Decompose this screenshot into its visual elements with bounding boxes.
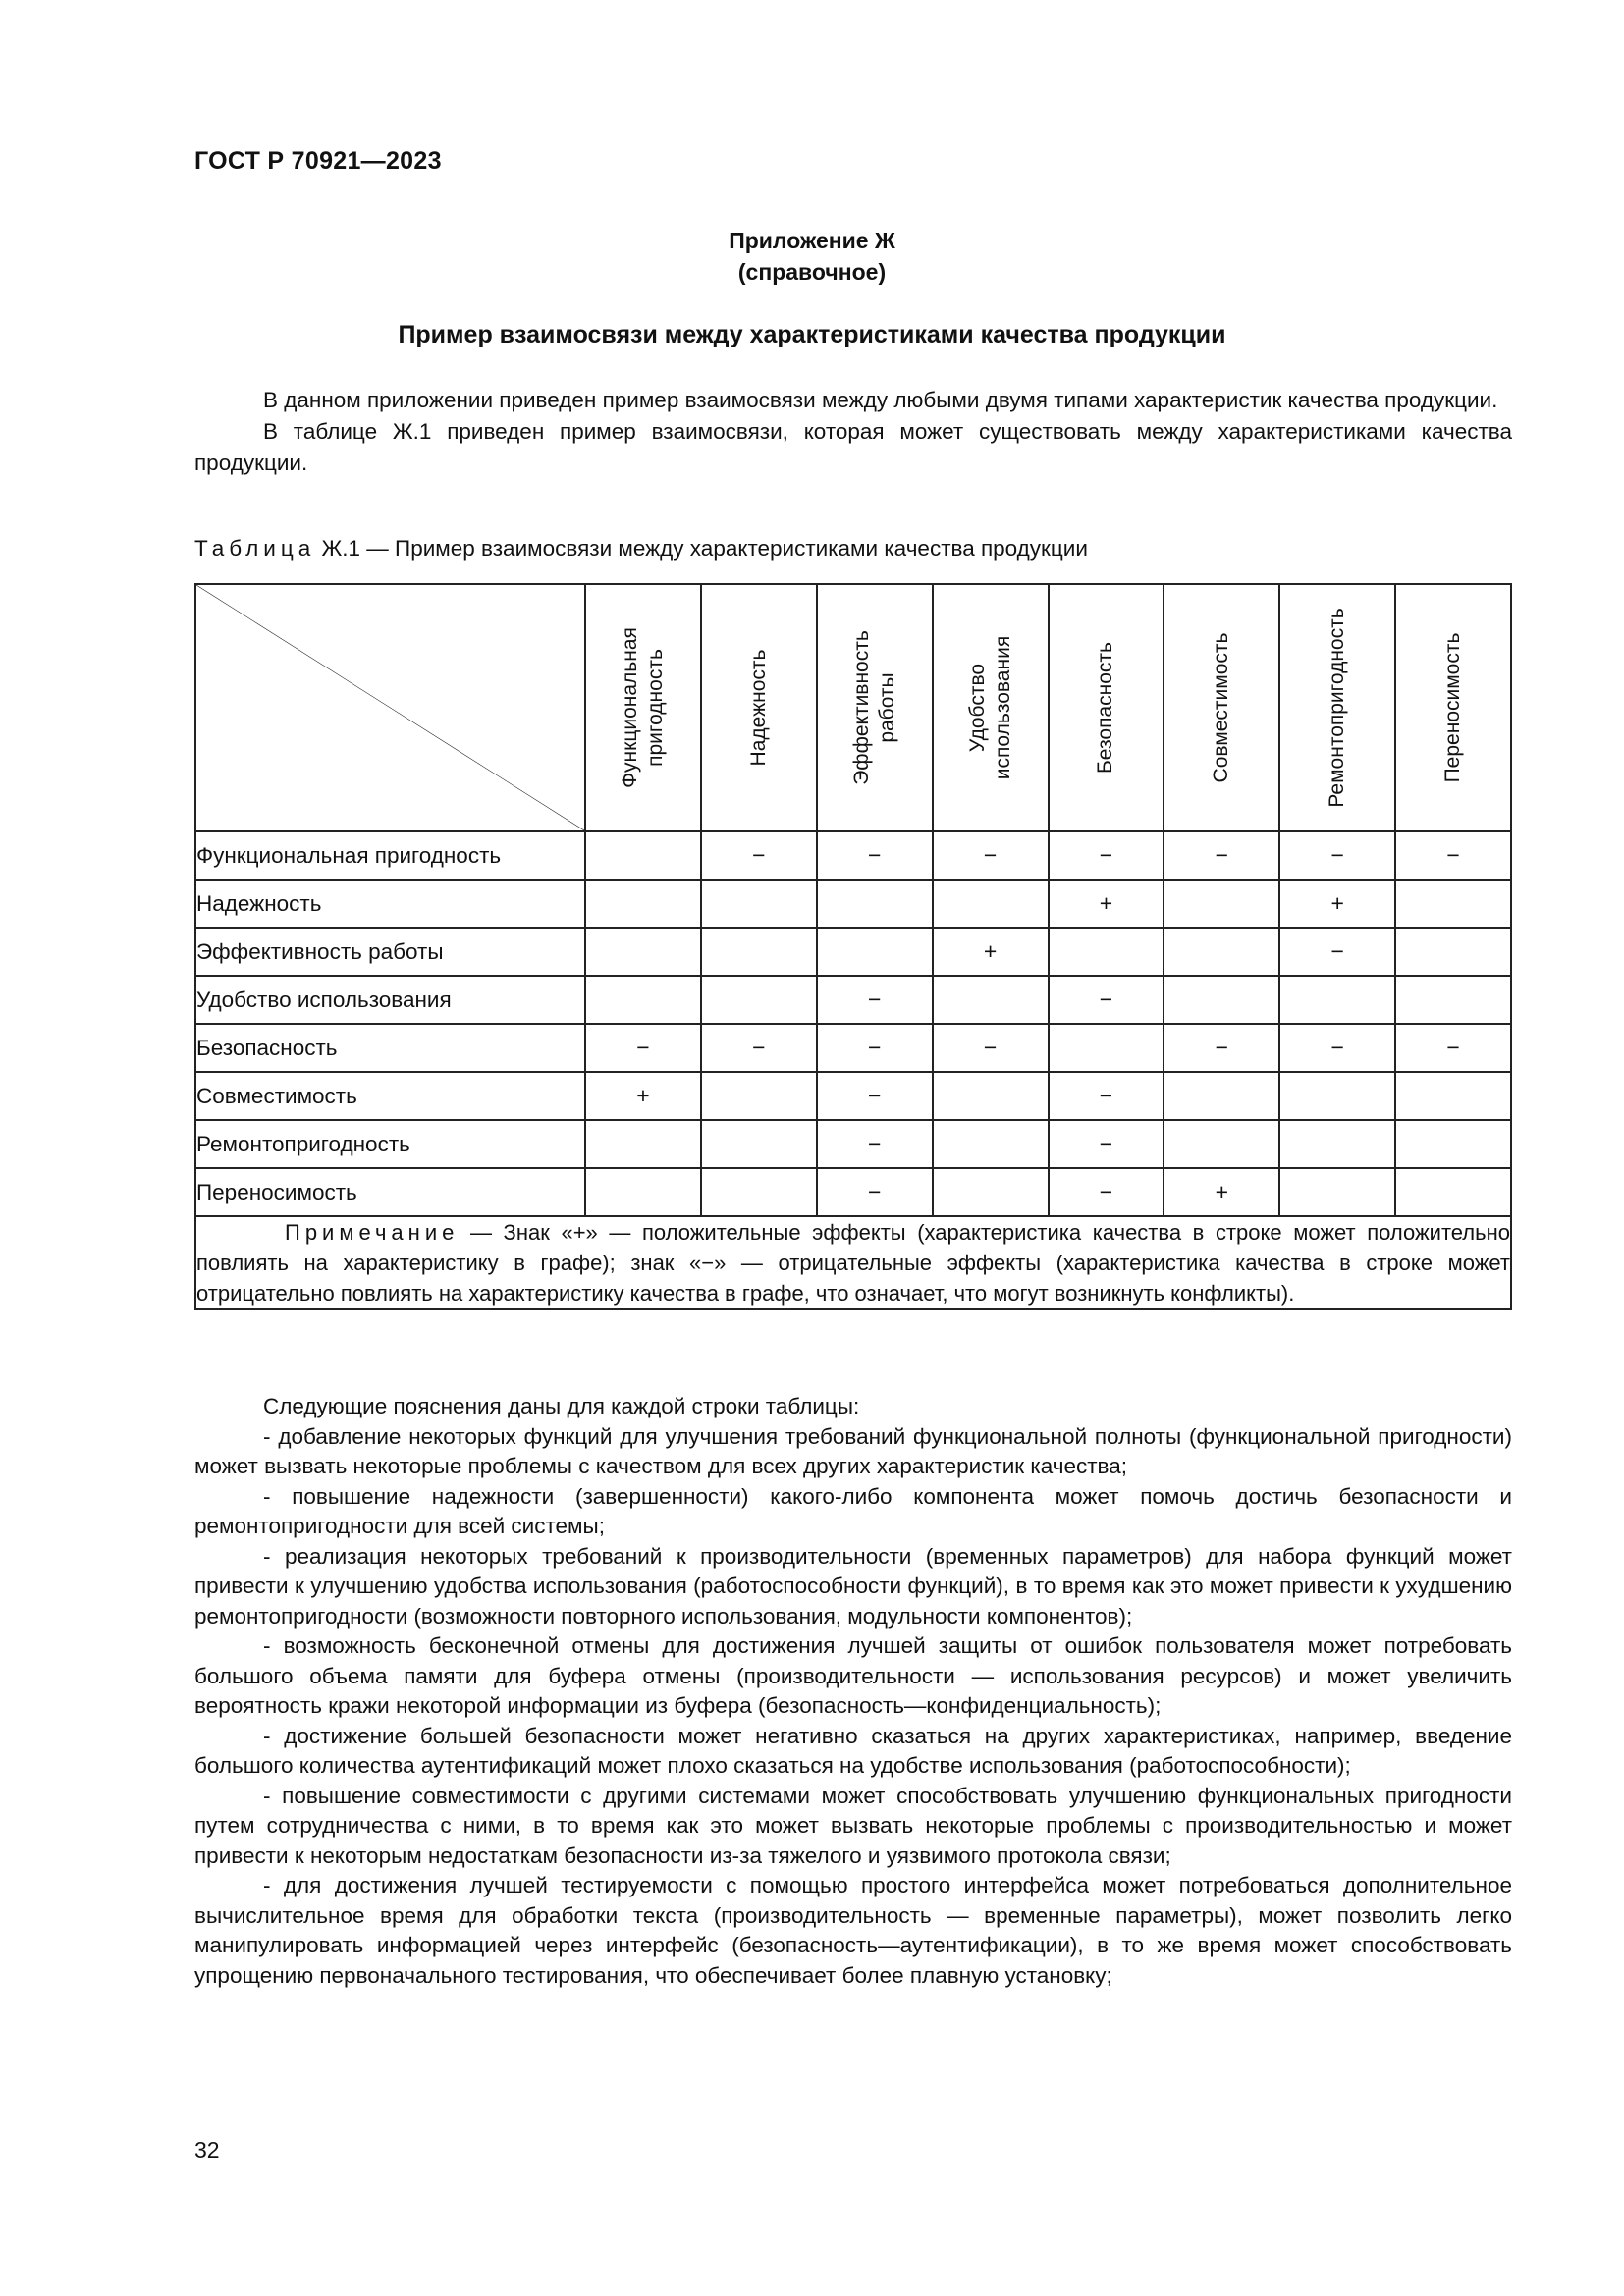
table-corner-cell	[195, 584, 585, 831]
table-cell	[585, 880, 701, 928]
row-explanations	[194, 1392, 1512, 1991]
row-label: Надежность	[195, 880, 585, 928]
table-cell: −	[933, 831, 1049, 880]
table-row	[195, 1024, 1511, 1072]
table-cell: −	[817, 976, 933, 1024]
table-cell	[585, 1168, 701, 1216]
note-text: — Знак «+» — положительные эффекты (характеристика качества в строке может положительно повлиять на характеристику в графе); знак «−» — отрицательные эффекты (характеристика качества в строке может отрицательно повлиять на характеристику качества в графе, что означает, что могут возникнуть конфликты).	[196, 1220, 1510, 1306]
row-label: Совместимость	[195, 1072, 585, 1120]
column-header	[1395, 584, 1511, 831]
table-cell	[1164, 928, 1279, 976]
table-cell	[701, 1168, 817, 1216]
explanation-paragraph: - достижение большей безопасности может негативно сказаться на других характеристиках, например, введение большого количества аутентификаций может плохо сказаться на удобстве использования (работоспособности);	[194, 1723, 1512, 1778]
table-cell: −	[817, 1072, 933, 1120]
table-cell: −	[817, 831, 933, 880]
column-header-label: Переносимость	[1441, 632, 1465, 783]
column-header	[1279, 584, 1395, 831]
table-cell	[585, 1120, 701, 1168]
document-code: ГОСТ Р 70921—2023	[194, 147, 442, 175]
table-cell	[1395, 976, 1511, 1024]
column-header-label: Надежность	[746, 649, 770, 767]
table-cell	[1395, 928, 1511, 976]
intro-paragraph: В данном приложении приведен пример взаимосвязи между любыми двумя типами характеристик качества продукции.	[263, 388, 1498, 412]
table-row	[195, 831, 1511, 880]
table-cell	[1164, 1072, 1279, 1120]
table-row	[195, 1168, 1511, 1216]
column-header	[701, 584, 817, 831]
explanation-paragraph: - повышение совместимости с другими системами может способствовать улучшению функциональных пригодности путем сотрудничества с ними, в то время как это может вызвать некоторые проблемы с производительностью и может привести к некоторым недостаткам безопасности из-за тяжелого и уязвимого протокола связи;	[194, 1783, 1512, 1868]
table-cell: −	[1164, 831, 1279, 880]
explanation-paragraph: - реализация некоторых требований к производительности (временных параметров) для набора функций может привести к улучшению удобства использования (работоспособности функций), в то время как это может привести к ухудшению ремонтопригодности (возможности повторного использования, модульности компонентов);	[194, 1543, 1512, 1629]
table-cell: +	[1164, 1168, 1279, 1216]
intro-paragraph: В таблице Ж.1 приведен пример взаимосвязи, которая может существовать между характеристиками качества продукции.	[194, 419, 1512, 475]
table-cell: −	[1049, 831, 1164, 880]
table-cell: −	[933, 1024, 1049, 1072]
table-cell	[1164, 976, 1279, 1024]
table-cell: −	[1279, 928, 1395, 976]
table-cell: −	[701, 831, 817, 880]
table-cell: −	[1279, 831, 1395, 880]
table-row	[195, 1120, 1511, 1168]
table-cell	[1279, 976, 1395, 1024]
column-header	[585, 584, 701, 831]
table-cell	[1164, 880, 1279, 928]
table-cell	[701, 1072, 817, 1120]
table-caption-text: Ж.1 — Пример взаимосвязи между характеристиками качества продукции	[321, 536, 1088, 561]
table-cell	[701, 880, 817, 928]
table-cell: −	[701, 1024, 817, 1072]
row-label: Безопасность	[195, 1024, 585, 1072]
table-cell: +	[1279, 880, 1395, 928]
table-cell	[701, 928, 817, 976]
table-cell: −	[1164, 1024, 1279, 1072]
table-cell: −	[1395, 1024, 1511, 1072]
table-cell	[1164, 1120, 1279, 1168]
column-header	[933, 584, 1049, 831]
annex-type: (справочное)	[737, 259, 887, 285]
table-cell	[933, 1120, 1049, 1168]
table-cell: −	[585, 1024, 701, 1072]
table-cell	[585, 831, 701, 880]
table-cell: −	[1049, 976, 1164, 1024]
table-cell	[933, 1168, 1049, 1216]
column-header	[817, 584, 933, 831]
annex-label: Приложение Ж	[729, 228, 895, 253]
row-label: Ремонтопригодность	[195, 1120, 585, 1168]
table-cell	[933, 1072, 1049, 1120]
table-cell: −	[1049, 1168, 1164, 1216]
column-header-label: Функциональная пригодность	[618, 627, 667, 788]
table-cell	[1049, 1024, 1164, 1072]
row-label: Удобство использования	[195, 976, 585, 1024]
column-header	[1164, 584, 1279, 831]
table-cell	[933, 880, 1049, 928]
explanation-paragraph: Следующие пояснения даны для каждой строки таблицы:	[263, 1394, 860, 1418]
relationship-table	[194, 583, 1512, 1310]
page-number: 32	[194, 2137, 220, 2163]
table-cell	[1395, 1072, 1511, 1120]
intro-text	[194, 385, 1512, 479]
table-cell	[1395, 880, 1511, 928]
column-header-label: Совместимость	[1210, 632, 1233, 783]
table-row	[195, 976, 1511, 1024]
column-header-label: Ремонтопригодность	[1326, 608, 1349, 808]
table-cell: +	[585, 1072, 701, 1120]
table-cell	[817, 880, 933, 928]
diagonal-line	[196, 585, 584, 830]
table-cell	[1279, 1072, 1395, 1120]
table-cell: −	[1279, 1024, 1395, 1072]
explanation-paragraph: - возможность бесконечной отмены для достижения лучшей защиты от ошибок пользователя может потребовать большого объема памяти для буфера отмены (производительности — использования ресурсов) и может увеличить вероятность кражи некоторой информации из буфера (безопасность—конфиденциальность);	[194, 1633, 1512, 1718]
row-label: Функциональная пригодность	[195, 831, 585, 880]
table-cell	[817, 928, 933, 976]
table-caption-prefix: Таблица	[194, 536, 316, 561]
table-cell: −	[817, 1120, 933, 1168]
table-cell	[1395, 1120, 1511, 1168]
table-caption	[194, 536, 1088, 561]
row-label: Эффективность работы	[195, 928, 585, 976]
table-cell	[701, 976, 817, 1024]
table-cell	[585, 976, 701, 1024]
table-cell: −	[1049, 1120, 1164, 1168]
note-label: Примечание	[285, 1220, 460, 1245]
table-cell	[701, 1120, 817, 1168]
column-header	[1049, 584, 1164, 831]
column-header-label: Безопасность	[1094, 642, 1117, 774]
table-header-row	[195, 584, 1511, 831]
explanation-paragraph: - для достижения лучшей тестируемости с помощью простого интерфейса может потребоваться дополнительное вычислительное время для обработки текста (производительность — временные параметры), может позволить легко манипулировать информацией через интерфейс (безопасность—аутентификации), в то же время может способствовать упрощению первоначального тестирования, что обеспечивает более плавную установку;	[194, 1873, 1512, 1988]
column-header-label: Эффективность работы	[849, 630, 898, 785]
table-row	[195, 1072, 1511, 1120]
table-cell: −	[817, 1168, 933, 1216]
table-note-row	[195, 1216, 1511, 1309]
row-label: Переносимость	[195, 1168, 585, 1216]
column-header-label: Удобство использования	[965, 635, 1014, 780]
table-cell	[933, 976, 1049, 1024]
table-cell	[1279, 1120, 1395, 1168]
table-cell: +	[1049, 880, 1164, 928]
table-cell	[1279, 1168, 1395, 1216]
table-row	[195, 928, 1511, 976]
table-row	[195, 880, 1511, 928]
table-cell	[1049, 928, 1164, 976]
table-cell: +	[933, 928, 1049, 976]
table-cell	[1395, 1168, 1511, 1216]
table-note	[195, 1216, 1511, 1309]
annex-title: Пример взаимосвязи между характеристиками качества продукции	[398, 321, 1226, 348]
explanation-paragraph: - добавление некоторых функций для улучшения требований функциональной полноты (функциональной пригодности) может вызвать некоторые проблемы с качеством для всех других характеристик качества;	[194, 1423, 1512, 1478]
table-cell: −	[1049, 1072, 1164, 1120]
explanation-paragraph: - повышение надежности (завершенности) какого-либо компонента может помочь достичь безопасности и ремонтопригодности для всей системы;	[194, 1483, 1512, 1538]
table-cell: −	[1395, 831, 1511, 880]
table-cell	[585, 928, 701, 976]
table-cell: −	[817, 1024, 933, 1072]
